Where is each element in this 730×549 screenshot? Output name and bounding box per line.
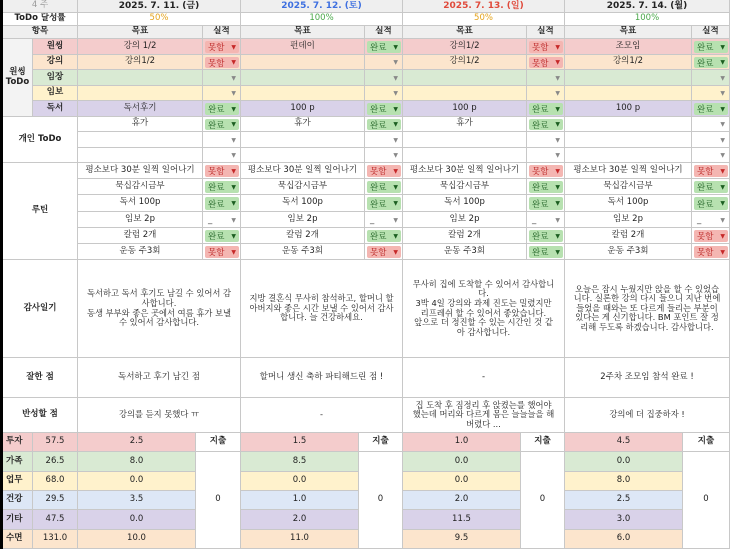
status-label: 완료 [370,199,387,210]
status-dropdown[interactable] [205,197,239,210]
gratitude-entry[interactable]: 오늘은 잠시 누웠지만 앉을 할 수 있었습니다. 실론한 강의 다시 들으니 지난 번에 들었을 때와는 또 다르게 들리는 부분이 있다는 게 신기합니다. BM 포인트 잘 정리해 두도록 하겠습니다. 감사합니다. [565,260,730,358]
dropdown-arrow-icon[interactable]: ▼ [555,152,560,159]
status-label: _ [208,215,213,225]
goal-cell[interactable] [241,148,365,163]
dropdown-arrow-icon[interactable]: ▼ [393,90,398,97]
status-dropdown[interactable] [205,41,239,53]
goal-cell[interactable] [403,86,527,101]
status-label: 완료 [208,105,225,115]
status-label: 완료 [370,232,387,242]
status-dropdown[interactable] [529,214,563,226]
goal-header: 목표 [78,26,203,39]
status-dropdown[interactable] [367,181,401,193]
status-label: _ [697,215,702,225]
goal-cell[interactable] [78,132,203,148]
goal-cell[interactable]: 조모임 [565,39,692,55]
finance-value[interactable]: 0.0 [403,452,521,472]
week-label: 4 주 [3,0,78,13]
goal-header: 목표 [241,26,365,39]
dropdown-arrow-icon[interactable]: ▼ [231,167,236,175]
well-done-entry[interactable]: - [403,358,565,398]
row-label: 임장 [33,70,78,86]
dropdown-arrow-icon[interactable]: ▼ [720,105,725,113]
status-dropdown[interactable] [205,214,239,226]
dropdown-arrow-icon[interactable]: ▼ [720,152,725,159]
status-label: 완료 [370,43,387,53]
status-label: _ [532,215,537,225]
status-dropdown[interactable] [367,165,401,177]
status-label: 완료 [208,120,225,131]
dropdown-arrow-icon[interactable]: ▼ [231,136,236,144]
status-dropdown[interactable] [529,134,563,146]
dropdown-arrow-icon[interactable]: ▼ [393,43,398,51]
dropdown-arrow-icon[interactable]: ▼ [555,74,560,82]
status-dropdown[interactable] [205,230,239,242]
reflection-entry[interactable]: 집 도착 후 짐정리 후 앉켰는를 했어야 했는데 머리와 다르게 몸은 늘늘늘을 해버렸다 ... [403,398,565,433]
status-label: 못함 [208,58,225,69]
goal-cell[interactable]: 독서 100p [565,195,692,212]
gratitude-entry[interactable]: 지방 결혼식 무사히 참석하고, 할머니 할아버지와 좋은 시간 보낼 수 있어서 감사합니다. 늘 건강하세요. [241,260,403,358]
dropdown-arrow-icon[interactable]: ▼ [231,216,236,224]
expense-value[interactable]: 0 [359,452,403,549]
finance-total: 47.5 [33,510,78,530]
status-dropdown[interactable] [205,246,239,258]
finance-value[interactable]: 1.0 [403,433,521,452]
achievement-label: ToDo 달성률 [3,13,78,26]
status-dropdown[interactable] [694,41,728,53]
status-dropdown[interactable] [694,150,728,161]
status-dropdown[interactable] [367,230,401,242]
goal-cell[interactable] [565,117,692,132]
status-label: 완료 [697,58,714,69]
goal-cell[interactable]: 평소보다 30분 일찍 일어나기 [241,163,365,179]
goal-cell[interactable]: 100 p [565,101,692,117]
status-dropdown[interactable] [694,230,728,242]
gratitude-entry[interactable]: 무사히 집에 도착할 수 있어서 감사합니다. 3박 4일 강의와 과제 진도는 밀렸지만 리프레쉬 할 수 있어서 좋았습니다. 앞으로 더 정진할 수 있는 시간인 것 같아 감사합니다. [403,260,565,358]
goal-cell[interactable]: 묵십감시금부 [565,179,692,195]
actual-header: 실적 [203,26,241,39]
finance-total: 29.5 [33,491,78,510]
goal-cell[interactable] [78,86,203,101]
status-dropdown[interactable] [529,246,563,258]
status-dropdown[interactable] [367,246,401,258]
status-dropdown[interactable] [367,214,401,226]
status-label: 완료 [697,105,714,115]
finance-category: 수면 [3,530,33,549]
goal-cell[interactable]: 강의 1/2 [78,39,203,55]
dropdown-arrow-icon[interactable]: ▼ [555,136,560,144]
goal-cell[interactable] [403,70,527,86]
group-label-routine: 루틴 [3,163,78,260]
finance-value[interactable]: 2.5 [565,491,683,510]
status-label: 완료 [370,105,387,115]
finance-value[interactable]: 0.0 [403,472,521,491]
dropdown-arrow-icon[interactable]: ▼ [231,90,236,97]
dropdown-arrow-icon[interactable]: ▼ [720,200,725,207]
goal-cell[interactable]: 평소보다 30분 일찍 일어나기 [403,163,527,179]
finance-value[interactable]: 1.5 [241,433,359,452]
dropdown-arrow-icon[interactable]: ▼ [555,105,560,113]
goal-header: 목표 [565,26,692,39]
status-label: 완료 [532,120,549,131]
status-dropdown[interactable] [694,72,728,84]
dropdown-arrow-icon[interactable]: ▼ [393,232,398,240]
status-dropdown[interactable] [694,134,728,146]
finance-value[interactable]: 3.0 [565,510,683,530]
expense-value[interactable]: 0 [196,452,241,549]
dropdown-arrow-icon[interactable]: ▼ [555,90,560,97]
goal-cell[interactable] [403,148,527,163]
status-dropdown[interactable] [529,72,563,84]
status-label: 완료 [208,199,225,210]
status-dropdown[interactable] [205,57,239,68]
status-dropdown[interactable] [205,103,239,115]
status-dropdown[interactable] [529,88,563,99]
finance-value[interactable]: 4.5 [565,433,683,452]
dropdown-arrow-icon[interactable]: ▼ [231,248,236,256]
gratitude-label: 감사일기 [3,260,78,358]
finance-value[interactable]: 0.0 [78,510,196,530]
status-dropdown[interactable] [694,88,728,99]
well-done-label: 잘한 점 [3,358,78,398]
expense-label: 지출 [196,433,241,452]
dropdown-arrow-icon[interactable]: ▼ [393,183,398,191]
status-label: 못함 [532,167,549,177]
goal-cell[interactable] [565,70,692,86]
dropdown-arrow-icon[interactable]: ▼ [555,216,560,224]
item-header: 항목 [3,26,78,39]
finance-value[interactable]: 9.5 [403,530,521,549]
goal-cell[interactable]: 강의1/2 [565,55,692,70]
status-dropdown[interactable] [205,72,239,84]
goal-cell[interactable]: 강의1/2 [403,55,527,70]
row-label: 강의 [33,55,78,70]
expense-label: 지출 [683,433,730,452]
dropdown-arrow-icon[interactable]: ▼ [720,90,725,97]
goal-cell[interactable]: 임보 2p [565,212,692,228]
dropdown-arrow-icon[interactable]: ▼ [393,152,398,159]
status-dropdown[interactable] [529,165,563,177]
achievement-value: 100% [241,13,403,26]
status-label: 완료 [532,105,549,115]
status-label: 못함 [697,248,714,258]
finance-value[interactable]: 10.0 [78,530,196,549]
status-dropdown[interactable] [529,197,563,210]
status-label: 못함 [532,58,549,69]
dropdown-arrow-icon[interactable]: ▼ [231,121,236,128]
finance-category: 업무 [3,472,33,491]
goal-cell[interactable]: 펀데이 [241,39,365,55]
status-dropdown[interactable] [529,41,563,53]
actual-header: 실적 [527,26,565,39]
goal-cell[interactable]: 운동 주3회 [403,244,527,260]
status-dropdown[interactable] [205,150,239,161]
status-dropdown[interactable] [367,41,401,53]
goal-cell[interactable]: 칼럼 2개 [241,228,365,244]
dropdown-arrow-icon[interactable]: ▼ [393,59,398,66]
achievement-value: 50% [78,13,241,26]
group-label-wonying: 원씽 ToDo [3,39,33,117]
finance-value[interactable]: 0.0 [241,472,359,491]
row-label: 원씽 [33,39,78,55]
goal-cell[interactable] [565,132,692,148]
status-dropdown[interactable] [367,197,401,210]
dropdown-arrow-icon[interactable]: ▼ [720,167,725,175]
well-done-entry[interactable]: 2주차 조모임 참석 완료 ! [565,358,730,398]
date-header: 2025. 7. 12. (토) [241,0,403,13]
status-label: 못함 [697,232,714,242]
gratitude-entry[interactable]: 독서하고 독서 후기도 남길 수 있어서 감사합니다. 동생 부부와 좋은 곳에서 여름 휴가 보낼 수 있어서 감사합니다. [78,260,241,358]
dropdown-arrow-icon[interactable]: ▼ [720,59,725,66]
status-label: 못함 [697,167,714,177]
goal-cell[interactable]: 운동 주3회 [565,244,692,260]
goal-cell[interactable] [565,148,692,163]
finance-value[interactable]: 11.0 [241,530,359,549]
goal-cell[interactable]: 임보 2p [78,212,203,228]
row-label: 임보 [33,86,78,101]
date-header: 2025. 7. 13. (일) [403,0,565,13]
dropdown-arrow-icon[interactable]: ▼ [231,74,236,82]
finance-value[interactable]: 6.0 [565,530,683,549]
dropdown-arrow-icon[interactable]: ▼ [555,121,560,128]
dropdown-arrow-icon[interactable]: ▼ [555,167,560,175]
status-dropdown[interactable] [367,119,401,130]
dropdown-arrow-icon[interactable]: ▼ [555,232,560,240]
status-label: _ [370,215,375,225]
goal-cell[interactable]: 독서 100p [403,195,527,212]
status-label: 완료 [697,43,714,53]
goal-cell[interactable] [241,70,365,86]
dropdown-arrow-icon[interactable]: ▼ [555,183,560,191]
finance-value[interactable]: 2.0 [241,510,359,530]
status-dropdown[interactable] [529,119,563,130]
status-dropdown[interactable] [367,72,401,84]
status-dropdown[interactable] [529,150,563,161]
finance-total: 131.0 [33,530,78,549]
reflection-entry[interactable]: - [241,398,403,433]
row-label: 독서 [33,101,78,117]
goal-cell[interactable]: 휴가 [78,117,203,132]
status-dropdown[interactable] [205,134,239,146]
dropdown-arrow-icon[interactable]: ▼ [393,216,398,224]
dropdown-arrow-icon[interactable]: ▼ [720,183,725,191]
status-dropdown[interactable] [367,134,401,146]
finance-value[interactable]: 2.5 [78,433,196,452]
finance-value[interactable]: 8.0 [565,472,683,491]
status-dropdown[interactable] [205,88,239,99]
well-done-entry[interactable]: 할머니 생신 축하 파티해드린 점 ! [241,358,403,398]
goal-cell[interactable] [78,148,203,163]
achievement-value: 50% [403,13,565,26]
finance-value[interactable]: 1.0 [241,491,359,510]
dropdown-arrow-icon[interactable]: ▼ [720,121,725,128]
finance-value[interactable]: 11.5 [403,510,521,530]
dropdown-arrow-icon[interactable]: ▼ [393,105,398,113]
status-label: 완료 [370,120,387,131]
dropdown-arrow-icon[interactable]: ▼ [231,152,236,159]
status-dropdown[interactable] [367,103,401,115]
reflection-label: 반성할 점 [3,398,78,433]
goal-cell[interactable]: 평소보다 30분 일찍 일어나기 [565,163,692,179]
expense-label: 지출 [521,433,565,452]
goal-cell[interactable]: 독서후기 [78,101,203,117]
finance-total: 68.0 [33,472,78,491]
finance-category: 투자 [3,433,33,452]
reflection-entry[interactable]: 강의에 더 집중하자 ! [565,398,730,433]
dropdown-arrow-icon[interactable]: ▼ [231,183,236,191]
dropdown-arrow-icon[interactable]: ▼ [720,248,725,256]
status-dropdown[interactable] [694,57,728,68]
status-dropdown[interactable] [205,119,239,130]
goal-cell[interactable]: 독서 100p [78,195,203,212]
status-dropdown[interactable] [205,181,239,193]
actual-header: 실적 [365,26,403,39]
status-label: 못함 [208,167,225,177]
goal-cell[interactable]: 묵십감시금부 [403,179,527,195]
well-done-entry[interactable]: 독서하고 후기 남긴 점 [78,358,241,398]
status-dropdown[interactable] [529,181,563,193]
goal-cell[interactable] [78,70,203,86]
goal-cell[interactable]: 100 p [241,101,365,117]
dropdown-arrow-icon[interactable]: ▼ [393,248,398,256]
status-dropdown[interactable] [694,103,728,115]
status-label: 완료 [532,248,549,258]
date-header: 2025. 7. 14. (월) [565,0,730,13]
finance-category: 기타 [3,510,33,530]
goal-cell[interactable]: 강의1/2 [403,39,527,55]
finance-value[interactable]: 0.0 [78,472,196,491]
expense-value[interactable]: 0 [521,452,565,549]
status-dropdown[interactable] [529,230,563,242]
dropdown-arrow-icon[interactable]: ▼ [393,74,398,82]
goal-cell[interactable] [403,132,527,148]
finance-value[interactable]: 8.0 [78,452,196,472]
dropdown-arrow-icon[interactable]: ▼ [720,216,725,224]
goal-header: 목표 [403,26,527,39]
dropdown-arrow-icon[interactable]: ▼ [231,59,236,66]
goal-cell[interactable]: 평소보다 30분 일찍 일어나기 [78,163,203,179]
goal-cell[interactable]: 독서 100p [241,195,365,212]
actual-header: 실적 [692,26,730,39]
status-label: 못함 [370,248,387,258]
goal-cell[interactable]: 묵십감시금부 [78,179,203,195]
dropdown-arrow-icon[interactable]: ▼ [231,105,236,113]
expense-label: 지출 [359,433,403,452]
status-dropdown[interactable] [694,119,728,130]
status-dropdown[interactable] [694,181,728,193]
status-label: 완료 [697,199,714,210]
finance-value[interactable]: 0.0 [565,452,683,472]
dropdown-arrow-icon[interactable]: ▼ [720,232,725,240]
goal-cell[interactable] [241,132,365,148]
finance-total: 57.5 [33,433,78,452]
goal-cell[interactable]: 묵십감시금부 [241,179,365,195]
finance-value[interactable]: 8.5 [241,452,359,472]
goal-cell[interactable]: 휴가 [403,117,527,132]
status-dropdown[interactable] [694,246,728,258]
status-label: 완료 [370,183,387,193]
finance-value[interactable]: 2.0 [403,491,521,510]
status-dropdown[interactable] [205,165,239,177]
goal-cell[interactable]: 운동 주3회 [78,244,203,260]
goal-cell[interactable]: 휴가 [241,117,365,132]
dropdown-arrow-icon[interactable]: ▼ [720,74,725,82]
dropdown-arrow-icon[interactable]: ▼ [555,200,560,207]
achievement-value: 100% [565,13,730,26]
status-label: 못함 [208,43,225,53]
status-label: 못함 [208,248,225,258]
dropdown-arrow-icon[interactable]: ▼ [720,136,725,144]
status-dropdown[interactable] [694,165,728,177]
status-label: 완료 [208,183,225,193]
status-dropdown[interactable] [367,57,401,68]
status-dropdown[interactable] [367,88,401,99]
status-dropdown[interactable] [694,197,728,210]
finance-category: 건강 [3,491,33,510]
finance-value[interactable]: 3.5 [78,491,196,510]
dropdown-arrow-icon[interactable]: ▼ [393,136,398,144]
status-dropdown[interactable] [367,150,401,161]
status-label: 못함 [370,167,387,177]
status-dropdown[interactable] [529,103,563,115]
status-dropdown[interactable] [529,57,563,68]
goal-cell[interactable]: 칼럼 2개 [78,228,203,244]
status-label: 못함 [532,43,549,53]
status-label: 완료 [532,199,549,210]
goal-cell[interactable]: 운동 주3회 [241,244,365,260]
goal-cell[interactable]: 임보 2p [241,212,365,228]
goal-cell[interactable] [241,55,365,70]
goal-cell[interactable]: 칼럼 2개 [565,228,692,244]
dropdown-arrow-icon[interactable]: ▼ [393,167,398,175]
dropdown-arrow-icon[interactable]: ▼ [393,121,398,128]
status-label: 완료 [697,183,714,193]
dropdown-arrow-icon[interactable]: ▼ [231,200,236,207]
expense-value[interactable]: 0 [683,452,730,549]
goal-cell[interactable]: 강의1/2 [78,55,203,70]
goal-cell[interactable]: 100 p [403,101,527,117]
dropdown-arrow-icon[interactable]: ▼ [555,59,560,66]
dropdown-arrow-icon[interactable]: ▼ [555,248,560,256]
status-label: 완료 [532,183,549,193]
dropdown-arrow-icon[interactable]: ▼ [555,43,560,51]
group-label-personal: 개인 ToDo [3,117,78,163]
goal-cell[interactable] [565,86,692,101]
finance-total: 26.5 [33,452,78,472]
status-label: 완료 [208,232,225,242]
status-dropdown[interactable] [694,214,728,226]
dropdown-arrow-icon[interactable]: ▼ [231,232,236,240]
status-label: 완료 [532,232,549,242]
dropdown-arrow-icon[interactable]: ▼ [231,43,236,51]
dropdown-arrow-icon[interactable]: ▼ [720,43,725,51]
goal-cell[interactable]: 임보 2p [403,212,527,228]
goal-cell[interactable] [241,86,365,101]
reflection-entry[interactable]: 강의를 듣지 못했다 ㅠ [78,398,241,433]
date-header: 2025. 7. 11. (금) [78,0,241,13]
finance-category: 가족 [3,452,33,472]
dropdown-arrow-icon[interactable]: ▼ [393,200,398,207]
goal-cell[interactable]: 칼럼 2개 [403,228,527,244]
